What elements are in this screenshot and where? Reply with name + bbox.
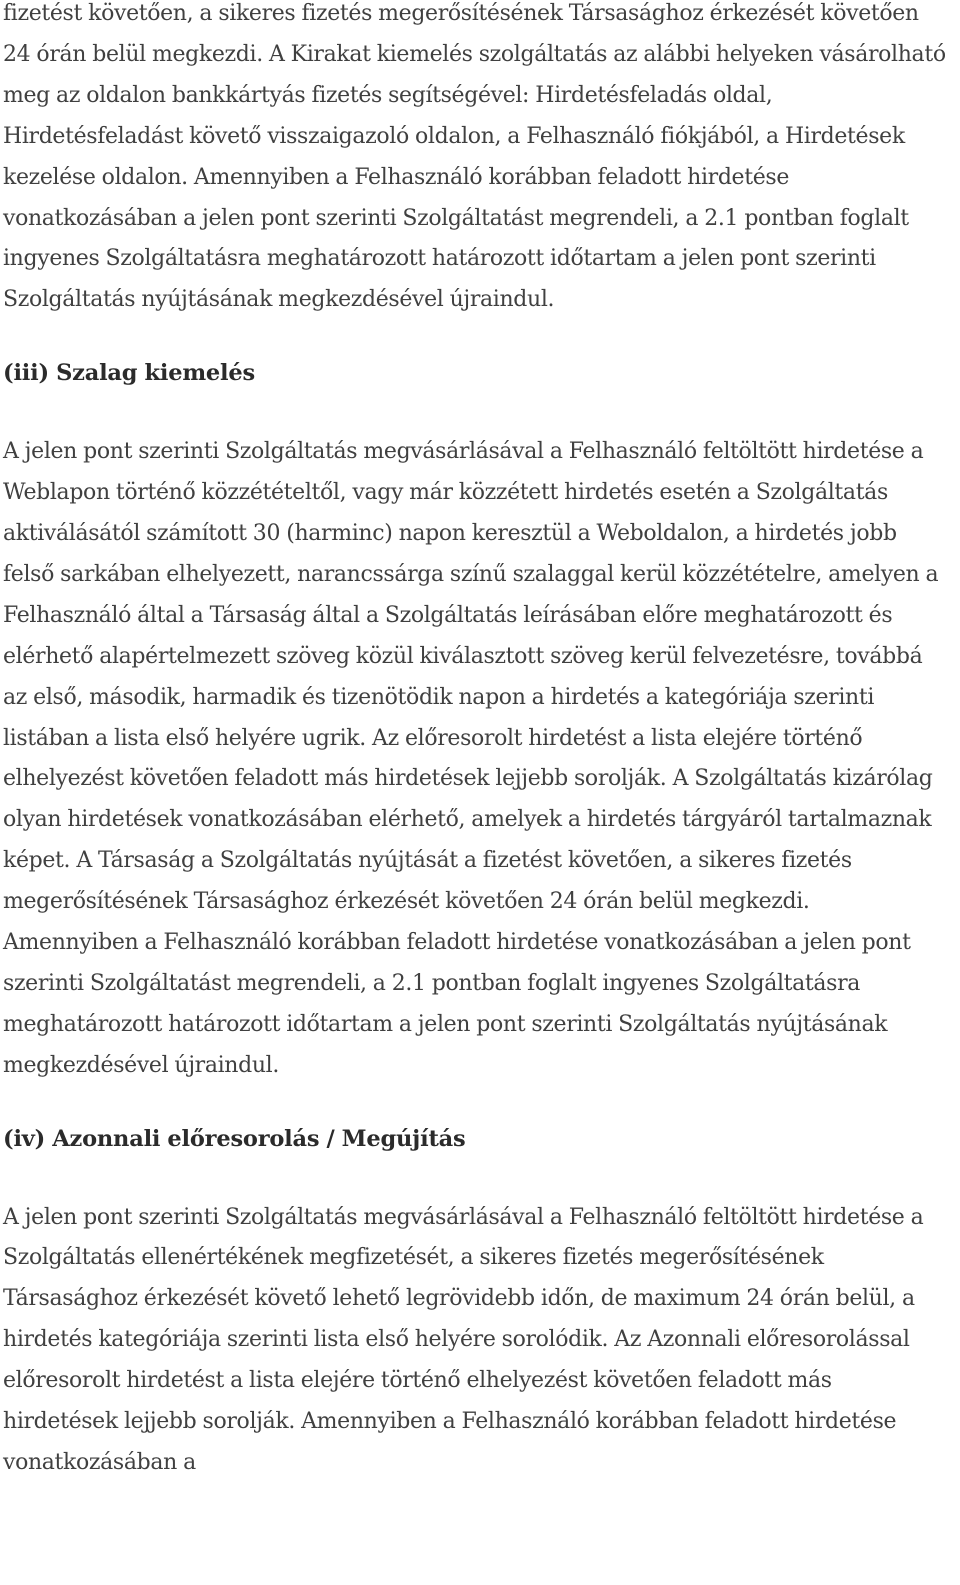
section-heading-azonnali-eloresorolas: (iv) Azonnali előresorolás / Megújítás: [3, 1125, 466, 1152]
spacer: [3, 321, 947, 353]
spacer: [3, 394, 947, 432]
section-paragraph-azonnali-eloresorolas: A jelen pont szerinti Szolgáltatás megvásárlásával a Felhasználó feltöltött hirdetése a Szolgáltatás ellenértékének megfizetését, a sikeres fizetés megerősítésének Társasághoz érkezését követő lehető legrövidebb időn, de maximum 24 órán belül, a hirdetés kategóriája szerinti lista első helyére sorolódik. Az Azonnali előresorolással előresorolt hirdetést a lista elejére történő elhelyezést követően feladott más hirdetések lejjebb sorolják. Amennyiben a Felhasználó korábban feladott hirdetése vonatkozásában a: [3, 1204, 924, 1475]
spacer: [3, 1160, 947, 1198]
document-page: [3, 0, 947, 1484]
spacer: [3, 1087, 947, 1119]
section-heading-szalag-kiemeles: (iii) Szalag kiemelés: [3, 360, 255, 387]
section-paragraph-szalag-kiemeles: A jelen pont szerinti Szolgáltatás megvásárlásával a Felhasználó feltöltött hirdetése a Weblapon történő közzétételtől, vagy már közzétett hirdetés esetén a Szolgáltatás aktiválásától számított 30 (harminc) napon keresztül a Weboldalon, a hirdetés jobb felső sarkában elhelyezett, narancssárga színű szalaggal kerül közzétételre, amelyen a Felhasználó által a Társaság által a Szolgáltatás leírásában előre meghatározott és elérhető alapértelmezett szöveg közül kiválasztott szöveg kerül felvezetésre, továbbá az első, második, harmadik és tizenötödik napon a hirdetés a kategóriája szerinti listában a lista első helyére ugrik. Az előresorolt hirdetést a lista elejére történő elhelyezést követően feladott más hirdetések lejjebb sorolják. A Szolgáltatás kizárólag olyan hirdetések vonatkozásában elérhető, amelyek a hirdetés tárgyáról tartalmaznak képet. A Társaság a Szolgáltatás nyújtását a fizetést követően, a sikeres fizetés megerősítésének Társasághoz érkezését követően 24 órán belül megkezdi. Amennyiben a Felhasználó korábban feladott hirdetése vonatkozásában a jelen pont szerinti Szolgáltatást megrendeli, a 2.1 pontban foglalt ingyenes Szolgáltatásra meghatározott határozott időtartam a jelen pont szerinti Szolgáltatás nyújtásának megkezdésével újraindul.: [3, 439, 939, 1078]
intro-paragraph: fizetést követően, a sikeres fizetés megerősítésének Társasághoz érkezését követően 24 órán belül megkezdi. A Kirakat kiemelés szolgáltatás az alábbi helyeken vásárolható meg az oldalon bankkártyás fizetés segítségével: Hirdetésfeladás oldal, Hirdetésfeladást követő visszaigazoló oldalon, a Felhasználó fiókjából, a Hirdetések kezelése oldalon. Amennyiben a Felhasználó korábban feladott hirdetése vonatkozásában a jelen pont szerinti Szolgáltatást megrendeli, a 2.1 pontban foglalt ingyenes Szolgáltatásra meghatározott határozott időtartam a jelen pont szerinti Szolgáltatás nyújtásának megkezdésével újraindul.: [3, 1, 946, 313]
